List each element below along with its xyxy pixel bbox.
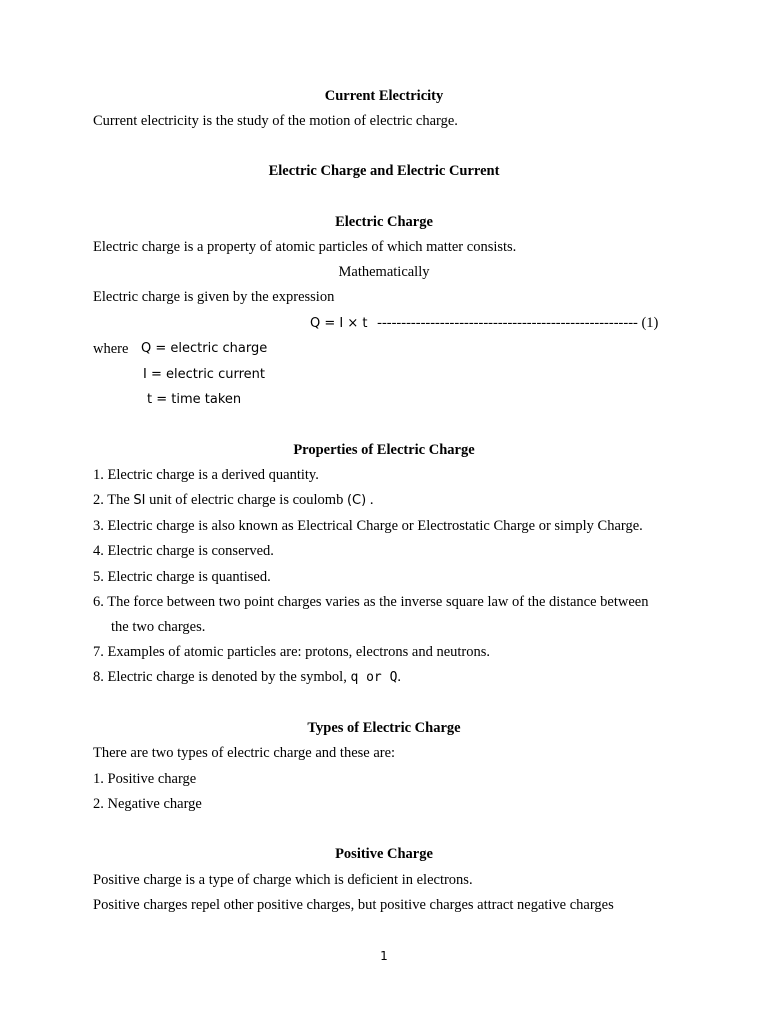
where-label: where xyxy=(93,341,129,357)
heading-positive-charge: Positive Charge xyxy=(335,846,433,862)
property-item-6: 6. The force between two point charges varies as the inverse square law of the distance between xyxy=(93,594,649,610)
property-item-3: 3. Electric charge is also known as Electrical Charge or Electrostatic Charge or simply Charge. xyxy=(93,518,643,534)
heading-properties: Properties of Electric Charge xyxy=(293,442,475,458)
types-item-2: 2. Negative charge xyxy=(93,796,202,812)
section-heading-charge-current: Electric Charge and Electric Current xyxy=(268,163,500,179)
property-item-8: 8. Electric charge is denoted by the symbol, q or Q. xyxy=(93,669,402,685)
positive-charge-line-1: Positive charge is a type of charge which is deficient in electrons. xyxy=(93,872,473,888)
types-item-1: 1. Positive charge xyxy=(93,771,197,787)
intro-paragraph: Current electricity is the study of the motion of electric charge. xyxy=(93,113,458,129)
page-number: 1 xyxy=(380,949,388,963)
charge-symbol: q or Q xyxy=(350,670,398,685)
expression-intro: Electric charge is given by the expression xyxy=(93,289,335,305)
heading-electric-charge: Electric Charge xyxy=(335,214,433,230)
heading-types: Types of Electric Charge xyxy=(307,720,461,736)
property-item-1: 1. Electric charge is a derived quantity. xyxy=(93,467,319,483)
types-intro: There are two types of electric charge and these are: xyxy=(93,745,396,761)
where-item-i: I = electric current xyxy=(143,367,265,382)
equation-row xyxy=(310,316,658,331)
property-item-2: 2. The SI unit of electric charge is coulomb (C) . xyxy=(93,492,374,508)
electric-charge-definition: Electric charge is a property of atomic particles of which matter consists. xyxy=(93,239,517,255)
equation-number: ------------------------------------------------------ (1) xyxy=(377,315,659,331)
where-item-t: t = time taken xyxy=(147,392,242,407)
si-abbreviation: SI xyxy=(133,493,146,508)
where-item-q: Q = electric charge xyxy=(141,341,268,356)
coulomb-symbol: (C) xyxy=(346,493,367,508)
property-item-4: 4. Electric charge is conserved. xyxy=(93,543,274,559)
equation: Q = I × t xyxy=(310,316,368,331)
mathematically-label: Mathematically xyxy=(338,264,430,280)
property-item-7: 7. Examples of atomic particles are: protons, electrons and neutrons. xyxy=(93,644,491,660)
property-item-6-continued: the two charges. xyxy=(111,619,206,635)
property-item-5: 5. Electric charge is quantised. xyxy=(93,569,271,585)
document-title: Current Electricity xyxy=(324,88,444,104)
positive-charge-line-2: Positive charges repel other positive charges, but positive charges attract negative charges xyxy=(93,897,614,913)
